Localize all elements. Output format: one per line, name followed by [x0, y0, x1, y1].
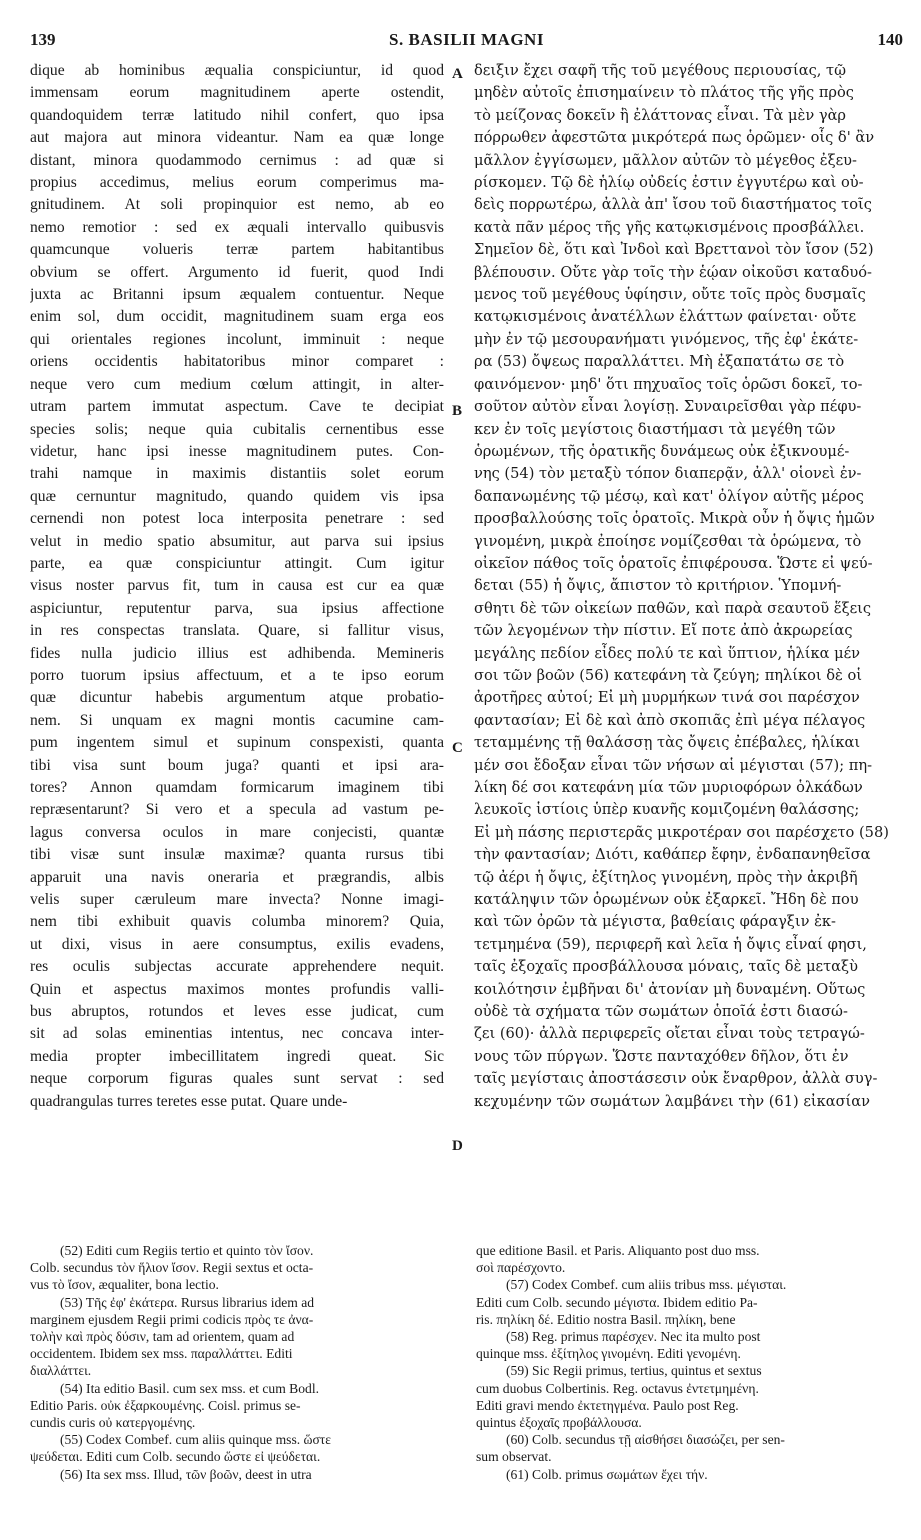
- greek-text-line: γινομένη, μικρὰ ἐποίησε νομίζεσθαι τὰ ὁρώμενα, τὸ: [474, 532, 862, 550]
- latin-text-line: in res conspectas translata. Quare, si fallitur visus,: [30, 622, 444, 640]
- greek-text-line: φαντασίαν; Εἰ δὲ καὶ ἀπὸ σκοπιᾶς ἐπὶ μέγα πέλαγος: [474, 711, 866, 729]
- margin-marker-b: B: [452, 403, 463, 419]
- latin-text-line: obvium se offert. Argumento id fuerit, quod Indi: [30, 263, 444, 281]
- latin-text-line: quæ cernuntur magnitudo, quando quidem vis ipsa: [30, 487, 444, 505]
- greek-text-line: ταῖς ἐξοχαῖς προσβάλλουσα μόναις, ταῖς δὲ μεταξὺ: [474, 958, 858, 976]
- footnote-line: διαλλάττει.: [30, 1363, 92, 1379]
- greek-text-line: τὴν φαντασίαν; Διότι, καθάπερ ἔφην, ἐνδαπανηθεῖσα: [474, 846, 871, 864]
- footnote-line: cum duobus Colbertinis. Reg. octavus ἐντετμημένη.: [476, 1380, 759, 1396]
- greek-text-line: Σημεῖον δὲ, ὅτι καὶ Ἰνδοὶ καὶ Βρεττανοὶ τὸν ἴσον (52): [474, 241, 874, 259]
- footnote-line: que editione Basil. et Paris. Aliquanto post duo mss.: [476, 1243, 760, 1258]
- latin-text-line: fides nulla judicio illius est adhibenda. Memineris: [30, 644, 444, 662]
- greek-text-line: ρίσκομεν. Τῷ δὲ ἡλίῳ οὐδείς ἐστιν ἐγγυτέρω καὶ οὐ-: [474, 174, 864, 192]
- footnote-line: ris. πηλίκη δέ. Editio nostra Basil. πηλίκη, bene: [476, 1311, 736, 1327]
- latin-text-line: velut in medio spatio absumitur, aut parva sui ipsius: [30, 532, 444, 550]
- greek-text-line: φαινόμενον· μηδ' ὅτι πηχυαῖος τοῖς ὁρῶσι δοκεῖ, το-: [474, 375, 863, 393]
- footnote-line: (60) Colb. secundus τῇ αἰσθήσει διασώζει, per sen-: [506, 1432, 785, 1448]
- margin-marker-d: D: [452, 1138, 463, 1154]
- latin-text-line: ut dixi, visus in aere consumptus, exilis evadens,: [30, 935, 444, 953]
- greek-text-line: ρα (53) ὄψεως παραλλάττει. Μὴ ἐξαπατάτω σε τὸ: [474, 353, 845, 371]
- latin-text-line: porro tuorum ipsius affectuum, et a te ipso eorum: [30, 666, 444, 684]
- greek-text-line: μέν σοι ἔδοξαν εἶναι τῶν νήσων αἱ μέγισται (57); πη-: [474, 756, 873, 774]
- greek-text-line: οὐδὲ τὰ σχήματα τῶν σωμάτων ὁποῖά ἐστι διασώ-: [474, 1003, 848, 1021]
- page-number-right: 140: [877, 30, 903, 49]
- latin-text-line: tibi visa sunt boum juga? quanti et ipsi ara-: [30, 756, 444, 774]
- greek-text-line: κατῳκισμένοις ἀνατέλλων ἐλάττων φαίνεται· οὔτε: [474, 308, 857, 326]
- latin-text-line: sit ad solas eminentias intentus, nec concava inter-: [30, 1025, 444, 1043]
- footnote-line: Colb. secundus τὸν ἥλιον ἴσον. Regii sextus et octa-: [30, 1260, 314, 1276]
- greek-text-line: σοι τῶν βοῶν (56) κατεφάνη τὰ ζεύγη; πηλίκοι δὲ οἱ: [474, 666, 863, 684]
- page-number-left: 139: [30, 30, 56, 49]
- latin-text-line: pum ingentem simul et supinum conspexisti, quanta: [30, 734, 444, 752]
- footnote-line: Editi gravi mendo ἐκτετηγμένα. Paulo post Reg.: [476, 1397, 739, 1413]
- latin-text-line: qui orientales regiones incolunt, imminuit : neque: [30, 330, 444, 348]
- latin-text-line: species solis; neque quia cubitalis cernentibus esse: [30, 420, 444, 438]
- footnote-line: (59) Sic Regii primus, tertius, quintus et sextus: [506, 1363, 762, 1379]
- footnote-line: quintus ἐξοχαῖς προβάλλουσα.: [476, 1415, 642, 1431]
- greek-text-line: προσβαλλούσης τοῖς ὁρατοῖς. Μικρὰ οὖν ἡ ὄψις ἡμῶν: [474, 510, 875, 528]
- footnote-line: (55) Codex Combef. cum aliis quinque mss. ὥστε: [60, 1432, 331, 1448]
- footnote-line: (54) Ita editio Basil. cum sex mss. et cum Bodl.: [60, 1380, 319, 1396]
- footnotes-left: [30, 1242, 455, 1483]
- greek-text-line: νους τῶν πύργων. Ὥστε πανταχόθεν δῆλον, ὅτι ἐν: [474, 1047, 849, 1065]
- greek-text-line: δειξιν ἔχει σαφῆ τῆς τοῦ μεγέθους περιουσίας, τῷ: [474, 62, 847, 79]
- latin-text-line: res oculis subjectas accurate apprehendere nequit.: [30, 958, 444, 976]
- latin-text-line: utram partem immutat aspectum. Cave te decipiat: [30, 398, 444, 416]
- latin-text-line: trahi namque in maximis distantiis solet eorum: [30, 465, 444, 483]
- footnote-line: ψεύδεται. Editi cum Colb. secundo ὥστε εἰ ψεύδεται.: [30, 1449, 321, 1465]
- greek-text-line: κατὰ πᾶν μέρος τῆς γῆς κατῳκισμένοις προσβάλλει.: [474, 218, 865, 236]
- greek-text-line: μενος τοῦ μεγέθους ὑφίησιν, οὔτε τοῖς πρὸς δυσμαῖς: [474, 286, 866, 304]
- latin-text-line: neque corporum figuras quales sunt servat : sed: [30, 1070, 444, 1088]
- latin-text-line: cernendi non potest loca interposita penetrare : sed: [30, 510, 444, 528]
- footnotes-right: [476, 1242, 906, 1483]
- latin-text-line: nem. Si unquam ex magni montis cacumine cam-: [30, 711, 444, 729]
- footnote-line: τολὴν καὶ πρὸς δύσιν, tam ad orientem, quam ad: [30, 1329, 295, 1345]
- greek-text-line: κεχυμένην τῶν σωμάτων λαμβάνει τὴν (61) εἰκασίαν: [474, 1092, 871, 1110]
- latin-text-line: quadrangulas turres teretes esse putat. Quare unde-: [30, 1092, 348, 1110]
- latin-text-line: enim sol, dum occidit, magnitudinem suam erga eos: [30, 308, 444, 326]
- footnote-line: vus τὸ ἴσον, æqualiter, bona lectio.: [30, 1277, 219, 1293]
- greek-text-line: ταῖς μεγίσταις ἀποστάσεσιν οὐκ ἔναρθρον, ἀλλὰ συγ-: [474, 1070, 878, 1088]
- latin-text-line: propius accedimus, melius eorum comperimus ma-: [30, 174, 444, 192]
- latin-text-line: nem tibi exhibuit quavis columba minorem? Quia,: [30, 913, 444, 931]
- footnote-line: (52) Editi cum Regiis tertio et quinto τὸν ἴσον.: [60, 1243, 314, 1258]
- greek-text-line: οἰκεῖον πάθος τοῖς ὁρατοῖς ἐπιφέρουσα. Ὥστε εἰ ψεύ-: [474, 554, 873, 572]
- footnote-line: (58) Reg. primus παρέσχεν. Nec ita multo post: [506, 1329, 761, 1345]
- greek-text-line: ἀροτῆρες αὐτοί; Εἰ μὴ μυρμήκων τινά σοι παρέσχον: [474, 689, 860, 707]
- latin-text-line: repræsentarunt? Si vero et a specula ad vastum pe-: [30, 801, 444, 819]
- footnote-line: (56) Ita sex mss. Illud, τῶν βοῶν, deest in utra: [60, 1466, 312, 1482]
- greek-text-line: μᾶλλον ἐγγίσωμεν, μᾶλλον αὐτῶν τὸ μέγεθος ἐξευ-: [474, 151, 857, 169]
- greek-column: [474, 60, 906, 1113]
- latin-text-line: videtur, hanc ipsi inesse magnitudinem putes. Con-: [30, 442, 444, 460]
- footnote-line: quinque mss. ἐξίτηλος γινομένη. Editi γενομένη.: [476, 1346, 741, 1362]
- greek-text-line: μεγάλης πεδίον εἶδες πολύ τε καὶ ὕπτιον, ἡλίκα μέν: [474, 644, 861, 662]
- greek-text-line: κατάληψιν τῶν ὁρωμένων οὐκ ἐξαρκεῖ. Ἤδη δὲ που: [474, 891, 859, 909]
- margin-marker-a: A: [452, 66, 463, 82]
- latin-text-line: quamcunque volueris terræ partem habitantibus: [30, 241, 444, 259]
- greek-text-line: ζει (60)· ἀλλὰ περιφερεῖς οἴεται εἶναι τοὺς τετραγώ-: [474, 1025, 865, 1043]
- footnote-line: (53) Τῆς ἐφ' ἑκάτερα. Rursus librarius idem ad: [60, 1294, 315, 1310]
- greek-text-line: Εἰ μὴ πάσης περιστερᾶς μικροτέραν σοι παρέσχετο (58): [474, 823, 889, 841]
- greek-text-line: κοιλότησιν ἐμβῆναι δι' ἀτονίαν μὴ δυναμένη. Οὕτως: [474, 980, 866, 998]
- footnote-line: marginem ejusdem Regii primi codicis πρὸς τε ἀνα-: [30, 1311, 314, 1327]
- footnote-line: (61) Colb. primus σωμάτων ἔχει τήν.: [506, 1466, 708, 1482]
- footnote-line: (57) Codex Combef. cum aliis tribus mss. μέγισται.: [506, 1277, 787, 1293]
- footnote-line: cundis curis οὐ κατεργομένης.: [30, 1415, 196, 1431]
- footnote-line: occidentem. Ibidem sex mss. παραλλάττει. Editi: [30, 1346, 293, 1362]
- latin-text-line: neque vero cum medium cœlum attingit, in alter-: [30, 375, 444, 393]
- greek-text-line: μηδὲν αὐτοῖς ἐπισημαίνειν τὸ πλάτος τῆς γῆς πρὸς: [474, 84, 854, 102]
- greek-text-line: λίκη δέ σοι κατεφάνη μία τῶν μυριοφόρων ὁλκάδων: [474, 779, 863, 796]
- running-title: S. BASILII MAGNI: [389, 30, 544, 49]
- footnote-line: sum observat.: [476, 1449, 552, 1465]
- latin-text-line: parte, ea quæ conspiciuntur attingit. Cum igitur: [30, 554, 444, 572]
- latin-text-line: oriens occidentis habitatoribus minor comparet :: [30, 353, 444, 371]
- greek-text-line: νης (54) τὸν μεταξὺ τόπον διαπερᾷν, ἀλλ' οἱονεὶ ἐν-: [474, 465, 862, 483]
- greek-text-line: δεται (55) ἡ ὄψις, ἄπιστον τὸ κριτήριον. Ὑπομνή-: [474, 577, 842, 595]
- greek-text-line: τῷ ἀέρι ἡ ὄψις, ἐξίτηλος γινομένη, πρὸς τὴν ἀκριβῆ: [474, 868, 858, 886]
- margin-marker-c: C: [452, 740, 463, 756]
- latin-text-line: aspiciuntur, reputentur parva, sua ipsius affectione: [30, 599, 444, 617]
- greek-text-line: ὁρωμένων, τῆς ὁρατικῆς δυνάμεως οὐκ ἐξικνουμέ-: [474, 442, 850, 460]
- greek-text-line: τεταμμένης τῇ θαλάσσῃ τὰς ὄψεις ἐπέβαλες, ἡλίκαι: [474, 734, 861, 752]
- latin-text-line: nemo remotior : sed ex æquali intervallo quibusvis: [30, 218, 444, 236]
- greek-text-line: βλέπουσιν. Οὔτε γὰρ τοῖς τὴν ἑῴαν οἰκοῦσι καταδυό-: [474, 263, 872, 281]
- greek-text-line: κεν ἐν τοῖς μεγίστοις διαστήμασι τὰ μεγέθη τῶν: [474, 420, 836, 438]
- latin-text-line: quandoquidem terræ latitudo nihil confert, quo ipsa: [30, 106, 444, 124]
- page-header: [30, 30, 903, 56]
- latin-text-line: lagus conversa oculos in mare conjecisti, quantæ: [30, 823, 444, 841]
- latin-column: [30, 60, 444, 1113]
- greek-text-line: καὶ τῶν ὀρῶν τὰ μέγιστα, βαθείαις φάραγξιν ἐκ-: [474, 913, 836, 931]
- latin-text-line: aut majora aut minora videantur. Nam ea quæ longe: [30, 129, 444, 147]
- latin-text-line: distant, minora quodammodo cernimus : ad quæ si: [30, 151, 444, 169]
- latin-text-line: apparuit una navis oneraria et prægrandis, albis: [30, 868, 444, 886]
- greek-text-line: δαπανωμένης τῷ μέσῳ, καὶ κατ' ὀλίγον αὐτῆς μέρος: [474, 487, 864, 505]
- latin-text-line: dique ab hominibus æqualia conspiciuntur, id quod: [30, 62, 444, 79]
- greek-text-line: πόρρωθεν ἀφεστῶτα μικρότερά πως ὁρῶμεν· οἷς δ' ἂν: [474, 129, 875, 147]
- latin-text-line: Quin et aspectus maximos montes profundis valli-: [30, 980, 444, 998]
- greek-text-line: τετμημένα (59), περιφερῆ καὶ λεῖα ἡ ὄψις εἶναί φησι,: [474, 935, 867, 953]
- latin-text-line: juxta ac Britanni ipsum æqualem contuentur. Neque: [30, 286, 444, 304]
- latin-text-line: media propter imbecillitatem ingredi queat. Sic: [30, 1047, 444, 1065]
- latin-text-line: visus noster parvus fit, tum in causa est cur ea quæ: [30, 577, 444, 595]
- latin-text-line: velis super cæruleum mare invecta? Nonne imagi-: [30, 891, 444, 909]
- footnote-line: Editi cum Colb. secundo μέγιστα. Ibidem editio Pa-: [476, 1294, 758, 1310]
- greek-text-line: δεὶς πορρωτέρω, ἀλλὰ ἀπ' ἴσου τοῦ διαστήματος τοῖς: [474, 196, 872, 214]
- greek-text-line: τῶν λεγομένων τὴν πίστιν. Εἴ ποτε ἀπὸ ἀκρωρείας: [474, 622, 853, 640]
- footnote-line: Editio Paris. οὐκ ἐξαρκουμένης. Coisl. primus se-: [30, 1397, 301, 1413]
- greek-text-line: σθητι δὲ τῶν οἰκείων παθῶν, καὶ παρὰ σεαυτοῦ ἕξεις: [474, 599, 872, 617]
- greek-text-line: λευκοῖς ἱστίοις ὑπὲρ κυανῆς κομιζομένη θαλάσσης;: [474, 801, 860, 819]
- latin-text-line: quæ dicuntur habebis argumentum atque probatio-: [30, 689, 444, 707]
- footnote-line: σοὶ παρέσχοντο.: [476, 1260, 566, 1276]
- latin-text-line: gnitudinem. At soli propinquior est nemo, ab eo: [30, 196, 444, 214]
- latin-text-line: tibi visæ sunt insulæ maximæ? quanta rursus tibi: [30, 846, 444, 864]
- latin-text-line: tores? Annon quamdam formicarum imaginem tibi: [30, 779, 444, 796]
- greek-text-line: μὴν ἐν τῷ μεσουρανήματι γινόμενος, τῆς ἐφ' ἑκάτε-: [474, 330, 859, 348]
- latin-text-line: immensam eorum magnitudinem aperte ostendit,: [30, 84, 444, 102]
- greek-text-line: τὸ μείζονας δοκεῖν ἢ ἐλάττονας εἶναι. Τὰ μὲν γὰρ: [474, 106, 846, 124]
- latin-text-line: bus abruptos, rotundos et leves esse judicat, cum: [30, 1003, 444, 1021]
- greek-text-line: σοῦτον αὐτὸν εἶναι λογίσῃ. Συναιρεῖσθαι γὰρ πέφυ-: [474, 398, 862, 416]
